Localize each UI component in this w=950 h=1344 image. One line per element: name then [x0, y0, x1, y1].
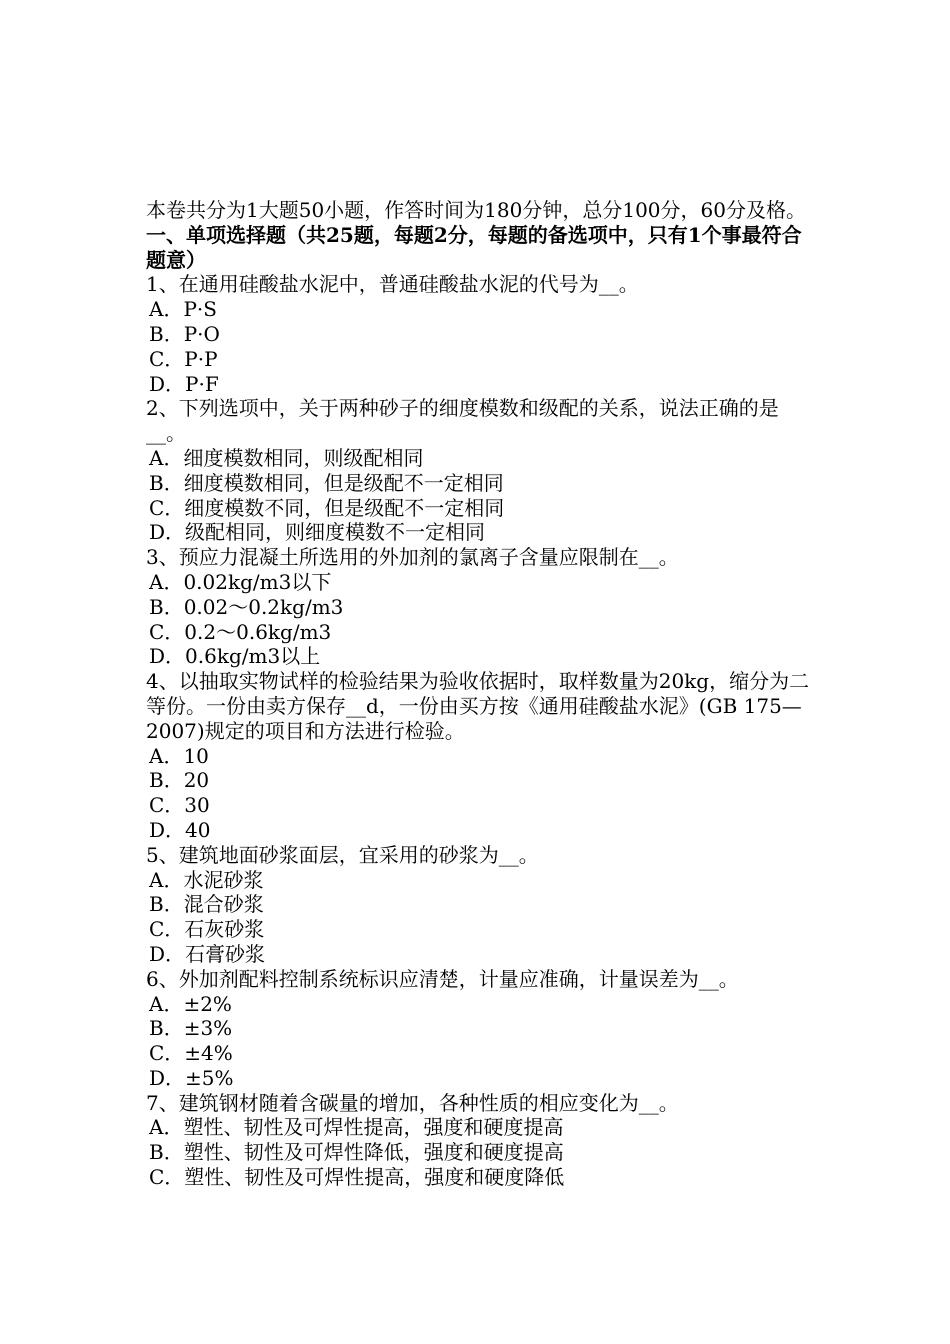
answer-option: C．塑性、韧性及可焊性提高，强度和硬度降低 [149, 1165, 565, 1190]
answer-option: A．水泥砂浆 [149, 867, 264, 892]
question-stem: 5、建筑地面砂浆面层，宜采用的砂浆为__。 [146, 842, 539, 867]
answer-option: B．0.02～0.2kg/m3 [149, 594, 344, 619]
question-stem: 1、在通用硅酸盐水泥中，普通硅酸盐水泥的代号为__。 [146, 272, 639, 297]
question-item [146, 1091, 810, 1190]
answer-option: B．20 [149, 768, 210, 793]
answer-option: C．P·P [149, 346, 218, 371]
answer-option: A．10 [149, 743, 209, 768]
answer-option: C．石灰砂浆 [149, 917, 265, 942]
question-item [146, 669, 810, 843]
question-stem: 3、预应力混凝土所选用的外加剂的氯离子含量应限制在__。 [146, 545, 679, 570]
answer-option: C．±4% [149, 1041, 233, 1066]
answer-option: A．0.02kg/m3以下 [149, 569, 332, 594]
question-item [146, 272, 810, 396]
question-stem: 6、外加剂配料控制系统标识应清楚，计量应准确，计量误差为__。 [146, 966, 739, 991]
question-stem: 4、以抽取实物试样的检验结果为验收依据时，取样数量为20kg，缩分为二等份。一份由卖方保存__d，一份由买方按《通用硅酸盐水泥》(GB 175—2007)规定的项目和方法进行检验。 [146, 669, 810, 743]
question-item [146, 545, 810, 669]
question-list [146, 272, 810, 1189]
answer-option: B．细度模数相同，但是级配不一定相同 [149, 470, 504, 495]
answer-option: A．塑性、韧性及可焊性提高，强度和硬度提高 [149, 1115, 564, 1140]
answer-option: B．P·O [149, 321, 220, 346]
answer-option: C．30 [149, 793, 210, 818]
answer-option: D．P·F [149, 371, 219, 396]
question-item [146, 967, 810, 1091]
answer-option: D．±5% [149, 1065, 234, 1090]
answer-option: B．±3% [149, 1016, 233, 1041]
question-stem: 7、建筑钢材随着含碳量的增加，各种性质的相应变化为__。 [146, 1090, 679, 1115]
answer-option: D．石膏砂浆 [149, 941, 266, 966]
question-stem: 2、下列选项中，关于两种砂子的细度模数和级配的关系，说法正确的是__。 [146, 396, 779, 446]
document-body [146, 198, 810, 1190]
answer-option: B．混合砂浆 [149, 892, 264, 917]
answer-option: D．级配相同，则细度模数不一定相同 [149, 520, 486, 545]
exam-intro: 本卷共分为1大题50小题，作答时间为180分钟，总分100分，60分及格。 [146, 198, 806, 222]
answer-option: C．0.2～0.6kg/m3 [149, 619, 332, 644]
answer-option: B．塑性、韧性及可焊性降低，强度和硬度提高 [149, 1140, 564, 1165]
answer-option: C．细度模数不同，但是级配不一定相同 [149, 495, 505, 520]
answer-option: A．细度模数相同，则级配相同 [149, 445, 424, 470]
answer-option: A．±2% [149, 991, 232, 1016]
question-item [146, 396, 810, 545]
question-item [146, 843, 810, 967]
answer-option: A．P·S [149, 297, 217, 322]
section-heading: 一、单项选择题（共25题，每题2分，每题的备选项中，只有1个事最符合题意） [146, 222, 802, 272]
answer-option: D．0.6kg/m3以上 [149, 644, 321, 669]
answer-option: D．40 [149, 817, 211, 842]
